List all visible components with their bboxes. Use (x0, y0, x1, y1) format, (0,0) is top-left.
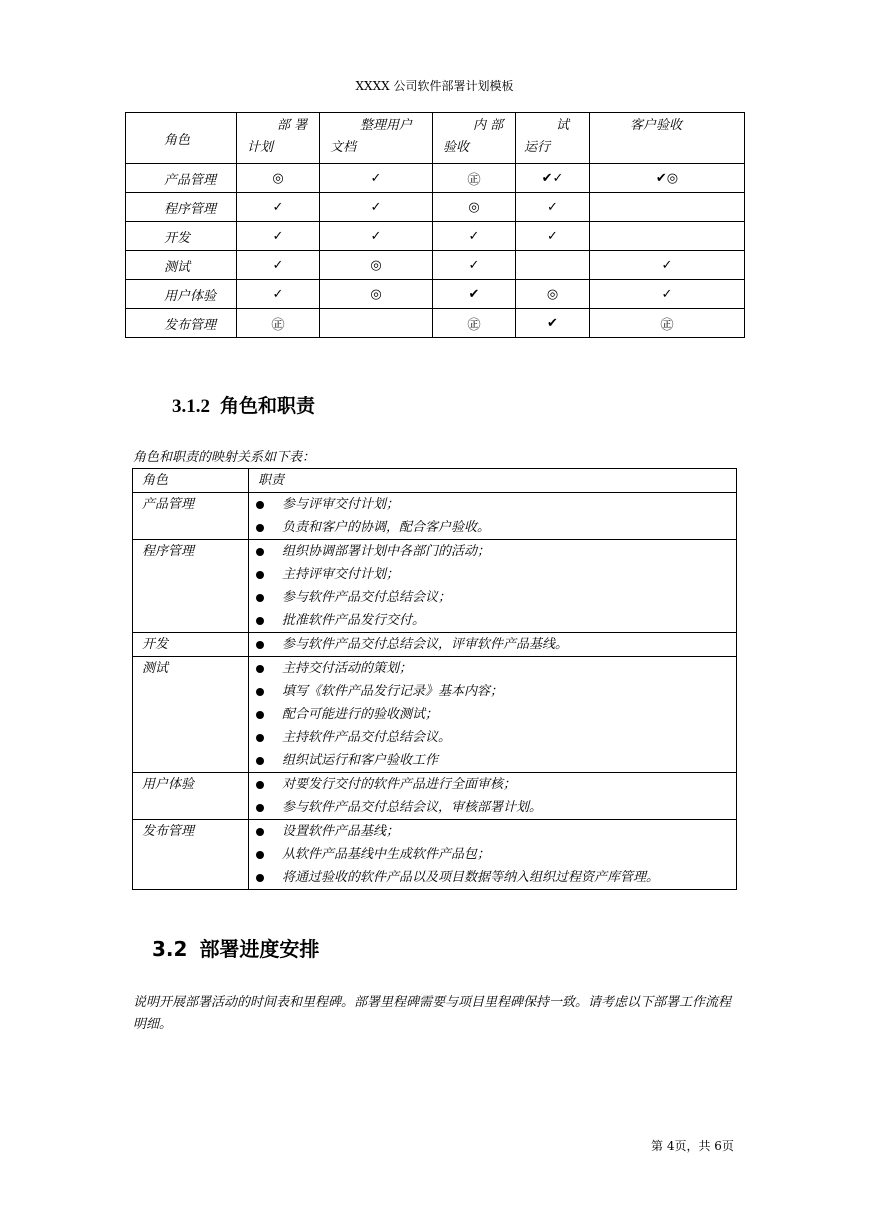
responsibility-text: 负责和客户的协调，配合客户验收。 (282, 520, 491, 535)
matrix-mark-cell: ◎ (237, 164, 320, 193)
roles-row (133, 657, 737, 773)
roles-role-cell: 程序管理 (133, 540, 249, 633)
matrix-mark-cell: ✓ (516, 193, 590, 222)
responsibility-item (249, 563, 736, 586)
matrix-role-cell: 开发 (126, 222, 237, 251)
matrix-row (126, 164, 745, 193)
bullet-icon (256, 828, 264, 836)
responsibility-text: 配合可能进行的验收测试； (282, 707, 439, 722)
matrix-mark-cell (590, 193, 745, 222)
col-header-line1: 内 部 (473, 118, 504, 133)
bullet-icon (256, 571, 264, 579)
section-title: 角色和职责 (220, 395, 316, 417)
roles-intro-text: 角色和职责的映射关系如下表： (133, 450, 316, 465)
matrix-mark-cell: ◎ (516, 280, 590, 309)
matrix-mark-cell: ✓ (320, 193, 433, 222)
matrix-row (126, 280, 745, 309)
matrix-role-cell: 用户体验 (126, 280, 237, 309)
matrix-mark-cell (590, 222, 745, 251)
responsibility-text: 主持评审交付计划； (282, 567, 400, 582)
bullet-icon (256, 851, 264, 859)
responsibility-item (249, 657, 736, 680)
roles-resp-cell (249, 773, 737, 820)
responsibility-text: 参与评审交付计划； (282, 497, 400, 512)
matrix-mark-cell: ✓ (590, 251, 745, 280)
roles-row (133, 820, 737, 890)
responsibility-text: 参与软件产品交付总结会议，评审软件产品基线。 (282, 637, 569, 652)
matrix-col-header (320, 113, 433, 164)
matrix-mark-cell: ㊣ (433, 309, 516, 338)
roles-role-cell: 产品管理 (133, 493, 249, 540)
roles-row (133, 493, 737, 540)
bullet-icon (256, 594, 264, 602)
responsibility-item (249, 796, 736, 819)
roles-role-cell: 用户体验 (133, 773, 249, 820)
section-3-2-paragraph: 说明开展部署活动的时间表和里程碑。部署里程碑需要与项目里程碑保持一致。请考虑以下部署工作流程明细。 (133, 995, 732, 1032)
col-header-line2: 文档 (330, 140, 357, 155)
matrix-mark-cell: ✓ (320, 222, 433, 251)
roles-header-resp: 职责 (249, 469, 737, 493)
matrix-mark-cell: ✓ (237, 280, 320, 309)
responsibility-text: 设置软件产品基线； (282, 824, 400, 839)
roles-header-role: 角色 (133, 469, 249, 493)
roles-resp-cell (249, 633, 737, 657)
section-3-2-heading (152, 935, 319, 963)
matrix-mark-cell: ✓ (516, 222, 590, 251)
roles-row (133, 773, 737, 820)
matrix-mark-cell: ✓ (433, 222, 516, 251)
matrix-mark-cell: ◎ (320, 280, 433, 309)
matrix-col-header (590, 113, 745, 164)
responsibility-text: 主持交付活动的策划； (282, 661, 413, 676)
roles-resp-cell (249, 493, 737, 540)
roles-row (133, 540, 737, 633)
responsibility-text: 将通过验收的软件产品以及项目数据等纳入组织过程资产库管理。 (282, 870, 660, 885)
roles-responsibilities-table (132, 468, 737, 890)
responsibility-text: 参与软件产品交付总结会议，审核部署计划。 (282, 800, 543, 815)
matrix-mark-cell: ✓ (433, 251, 516, 280)
matrix-mark-cell: ✓ (237, 193, 320, 222)
bullet-icon (256, 548, 264, 556)
responsibility-item (249, 749, 736, 772)
matrix-mark-cell: ✓ (237, 222, 320, 251)
matrix-mark-cell: ㊣ (433, 164, 516, 193)
matrix-mark-cell: ✔✓ (516, 164, 590, 193)
matrix-col-header (516, 113, 590, 164)
matrix-role-cell: 程序管理 (126, 193, 237, 222)
matrix-mark-cell: ◎ (433, 193, 516, 222)
col-header-line1: 试 (556, 118, 570, 133)
bullet-icon (256, 711, 264, 719)
responsibility-item (249, 866, 736, 889)
section-number: 3.2 (152, 937, 188, 961)
responsibility-item (249, 680, 736, 703)
matrix-mark-cell: ✓ (237, 251, 320, 280)
col-header-line2: 计划 (247, 140, 274, 155)
responsibility-item (249, 633, 736, 656)
responsibility-text: 从软件产品基线中生成软件产品包； (282, 847, 491, 862)
matrix-row (126, 309, 745, 338)
roles-resp-cell (249, 540, 737, 633)
responsibility-text: 填写《软件产品发行记录》基本内容； (282, 684, 504, 699)
roles-row (133, 633, 737, 657)
responsibility-item (249, 540, 736, 563)
bullet-icon (256, 734, 264, 742)
matrix-mark-cell: ✔ (433, 280, 516, 309)
bullet-icon (256, 688, 264, 696)
responsibility-text: 批准软件产品发行交付。 (282, 613, 426, 628)
matrix-mark-cell (320, 309, 433, 338)
matrix-corner-label: 角色 (164, 132, 191, 148)
col-header-line1: 整理用户 (360, 118, 413, 133)
roles-resp-cell (249, 820, 737, 890)
page-header: XXXX 公司软件部署计划模板 (355, 79, 514, 93)
matrix-mark-cell: ✓ (320, 164, 433, 193)
responsibility-item (249, 586, 736, 609)
roles-role-cell: 发布管理 (133, 820, 249, 890)
matrix-role-cell: 发布管理 (126, 309, 237, 338)
responsibility-item (249, 773, 736, 796)
bullet-icon (256, 501, 264, 509)
responsibility-text: 对要发行交付的软件产品进行全面审核； (282, 777, 517, 792)
col-header-line2: 运行 (524, 140, 551, 155)
bullet-icon (256, 781, 264, 789)
responsibility-text: 主持软件产品交付总结会议。 (282, 730, 452, 745)
roles-role-cell: 开发 (133, 633, 249, 657)
responsibility-item (249, 609, 736, 632)
responsibility-text: 组织试运行和客户验收工作 (282, 753, 439, 768)
matrix-mark-cell (516, 251, 590, 280)
responsibility-item (249, 726, 736, 749)
matrix-mark-cell: ✓ (590, 280, 745, 309)
matrix-col-header (433, 113, 516, 164)
section-3-1-2-heading (172, 393, 315, 420)
roles-role-cell: 测试 (133, 657, 249, 773)
matrix-mark-cell: ㊣ (237, 309, 320, 338)
page-footer: 第 4页，共 6页 (651, 1139, 734, 1153)
bullet-icon (256, 617, 264, 625)
roles-resp-cell (249, 657, 737, 773)
matrix-row (126, 222, 745, 251)
section-number: 3.1.2 (172, 396, 210, 417)
bullet-icon (256, 757, 264, 765)
responsibility-item (249, 820, 736, 843)
bullet-icon (256, 804, 264, 812)
role-activity-matrix (125, 112, 745, 338)
matrix-row (126, 193, 745, 222)
matrix-role-cell: 产品管理 (126, 164, 237, 193)
responsibility-text: 参与软件产品交付总结会议； (282, 590, 452, 605)
responsibility-item (249, 516, 736, 539)
bullet-icon (256, 874, 264, 882)
matrix-mark-cell: ◎ (320, 251, 433, 280)
responsibility-item (249, 493, 736, 516)
col-header-line1: 客户验收 (630, 118, 683, 133)
responsibility-item (249, 703, 736, 726)
bullet-icon (256, 665, 264, 673)
col-header-line1: 部 署 (277, 118, 308, 133)
matrix-mark-cell: ✔ (516, 309, 590, 338)
matrix-role-cell: 测试 (126, 251, 237, 280)
roles-header-row (133, 469, 737, 493)
matrix-header-row (126, 113, 745, 164)
matrix-col-header (237, 113, 320, 164)
matrix-mark-cell: ㊣ (590, 309, 745, 338)
bullet-icon (256, 524, 264, 532)
matrix-row (126, 251, 745, 280)
responsibility-item (249, 843, 736, 866)
responsibility-text: 组织协调部署计划中各部门的活动； (282, 544, 491, 559)
bullet-icon (256, 641, 264, 649)
col-header-line2: 验收 (443, 140, 470, 155)
section-title: 部署进度安排 (199, 937, 320, 961)
matrix-corner-cell (126, 113, 237, 164)
matrix-mark-cell: ✔◎ (590, 164, 745, 193)
